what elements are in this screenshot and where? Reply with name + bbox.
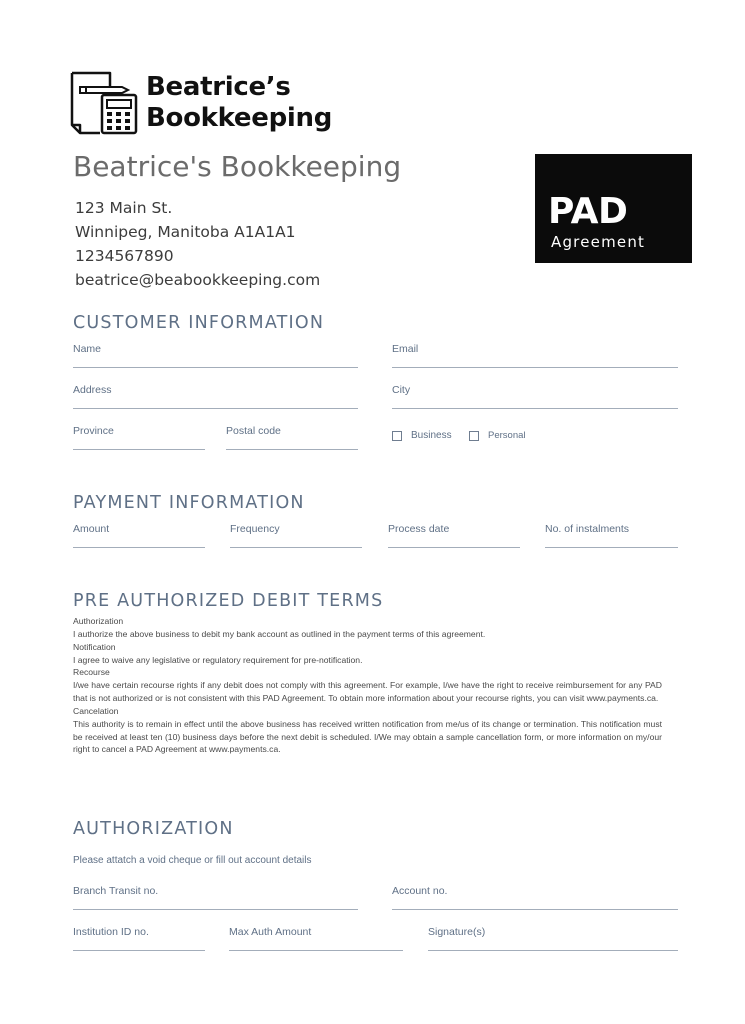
postal-code-field[interactable] (226, 422, 358, 450)
business-city-line: Winnipeg, Manitoba A1A1A1 (75, 223, 296, 241)
pad-agreement-badge (535, 154, 692, 263)
payment-information-heading: PAYMENT INFORMATION (73, 493, 305, 513)
max-auth-amount-label: Max Auth Amount (229, 926, 312, 938)
authorization-heading: AUTHORIZATION (73, 819, 234, 839)
terms-notification-heading: Notification (73, 641, 116, 652)
pad-badge-title: PAD (548, 191, 628, 232)
terms-authorization-heading: Authorization (73, 616, 124, 626)
account-number-field[interactable] (392, 882, 678, 910)
business-name: Beatrice's Bookkeeping (73, 150, 402, 183)
pad-terms-heading: PRE AUTHORIZED DEBIT TERMS (73, 591, 384, 611)
terms-notification-text: I agree to waive any legislative or regulatory requirement for pre-notification. (73, 654, 363, 665)
logo-line-1: Beatrice’s (146, 72, 291, 102)
signature-label: Signature(s) (428, 926, 486, 938)
business-checkbox[interactable] (392, 431, 402, 441)
branch-transit-field[interactable] (73, 882, 358, 910)
logo-line-2: Bookkeeping (146, 103, 333, 133)
terms-recourse-text: I/we have certain recourse rights if any debit does not comply with this agreement. For example, I/we have the right to receive reimbursement for any PAD that is not authorized or is not consistent with this PAD Agreement. To obtain more information about your recourse rights, you can visit www.payments.ca. (73, 680, 662, 704)
name-field[interactable] (73, 340, 358, 368)
instalments-field[interactable] (545, 520, 678, 548)
province-field[interactable] (73, 422, 205, 450)
process-date-label: Process date (388, 523, 450, 535)
business-phone: 1234567890 (75, 247, 174, 265)
province-label: Province (73, 425, 114, 437)
address-field[interactable] (73, 381, 358, 409)
business-email: beatrice@beabookkeeping.com (75, 271, 321, 289)
frequency-field[interactable] (230, 520, 362, 548)
branch-transit-label: Branch Transit no. (73, 885, 159, 897)
business-checkbox-label: Business (411, 430, 452, 441)
institution-id-label: Institution ID no. (73, 926, 149, 938)
terms-body (73, 615, 662, 756)
institution-id-field[interactable] (73, 923, 205, 951)
account-number-label: Account no. (392, 885, 448, 897)
pad-badge-subtitle: Agreement (551, 233, 646, 251)
postal-code-label: Postal code (226, 425, 281, 437)
signature-field[interactable] (428, 923, 678, 951)
personal-checkbox[interactable] (469, 431, 479, 441)
business-address: 123 Main St. (75, 199, 173, 217)
name-label: Name (73, 343, 102, 355)
email-field[interactable] (392, 340, 678, 368)
terms-cancelation-heading: Cancelation (73, 705, 119, 716)
frequency-label: Frequency (230, 523, 280, 535)
amount-field[interactable] (73, 520, 205, 548)
max-auth-amount-field[interactable] (229, 923, 403, 951)
logo-wordmark (146, 72, 332, 134)
notepad-calculator-icon (70, 71, 140, 135)
personal-checkbox-label: Personal (488, 430, 526, 441)
authorization-note: Please attatch a void cheque or fill out account details (73, 855, 312, 866)
amount-label: Amount (73, 523, 110, 535)
terms-cancelation-text: This authority is to remain in effect until the above business has received written notification from me/us of its change or termination. This notification must be received at least ten (10) business days before the next debit is scheduled. I/We may obtain a sample cancellation form, or more information on my/our right to cancel a PAD Agreement at www.payments.ca. (73, 718, 662, 755)
instalments-label: No. of instalments (545, 523, 630, 535)
terms-authorization-text: I authorize the above business to debit my bank account as outlined in the payment terms of this agreement. (73, 628, 486, 639)
address-label: Address (73, 384, 112, 396)
city-label: City (392, 384, 411, 396)
email-label: Email (392, 343, 419, 355)
city-field[interactable] (392, 381, 678, 409)
terms-recourse-heading: Recourse (73, 667, 110, 678)
process-date-field[interactable] (388, 520, 520, 548)
customer-information-heading: CUSTOMER INFORMATION (73, 313, 325, 333)
